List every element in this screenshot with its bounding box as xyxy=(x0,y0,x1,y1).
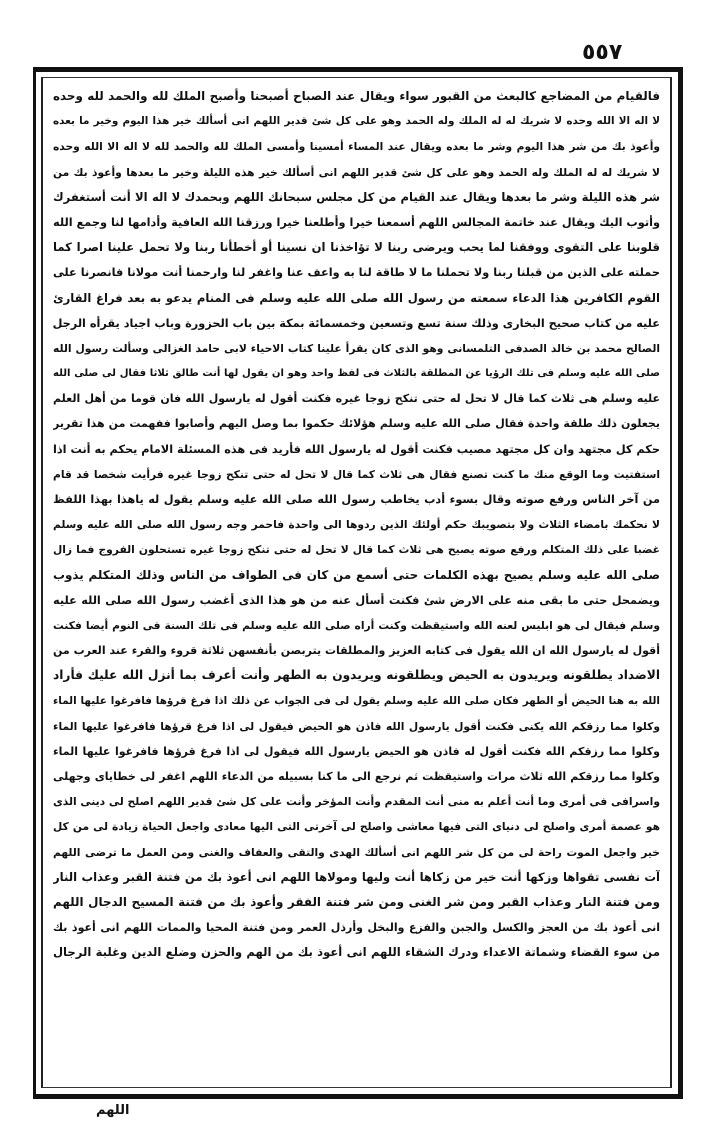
text-line: أقول له يارسول الله ان الله يقول فى كتابه العزيز والمطلقات يتربصن بأنفسهن ثلاثة قروء والقرء عند العرب من xyxy=(53,644,660,658)
text-line: صلى الله عليه وسلم فى تلك الرؤيا عن المطلقة بالثلاث فى لفظ واحد وهو ان يقول لها أنت طالق ثلاثا فقال لى صلى الله xyxy=(53,368,660,380)
text-line: يجعلون ذلك طلقة واحدة فقال صلى الله عليه وسلم هؤلائك حكموا بما وصل اليهم وأصابوا ففهمت من هذا تقرير xyxy=(53,417,660,431)
text-line: الله به هنا الحيض أو الطهر فكان صلى الله عليه وسلم يقول لى فى الجواب عن ذلك اذا فرغ قرؤها فافرغوا عليها الماء xyxy=(53,694,660,707)
text-line: حكم كل مجتهد وان كل مجتهد مصيب فكنت أقول له يارسول الله فأريد فى هذه المسئلة الامام يحكم به أنت اذا xyxy=(53,442,660,456)
text-line: من آخر الناس ورفع صوته وقال بسوء أدب يخاطب رسول الله صلى الله عليه وسلم يقول له ياهذا بهذا اللفظ xyxy=(53,493,660,506)
text-line: شر هذه الليلة وشر ما بعدها ويقال عند القيام من كل مجلس سبحانك اللهم وبحمدك لا اله الا أنت أستغفرك xyxy=(53,189,660,204)
text-line: الاضداد يطلقونه ويريدون به الحيض ويطلقونه ويريدون به الطهر وأنت أعرف بما أنزل الله عليك فأراد xyxy=(53,668,660,683)
page-number: ٥٥٧ xyxy=(582,40,623,65)
text-line: انى أعوذ بك من العجز والكسل والجبن والفزع والبخل وأرذل العمر ومن فتنة المحيا والممات اللهم انى أعوذ بك xyxy=(53,921,660,935)
text-line: استفتيت وما الوقع منك ما كنت تصنع فقال هى ثلاث كما قال لا تحل له حتى تنكح زوجا غيره فرأيت شخصا قد قام xyxy=(53,467,660,481)
text-line: حملته على الذين من قبلنا ربنا ولا تحملنا ما لا طاقة لنا به واعف عنا واغفر لنا وارحمنا أنت مولانا فانصرنا على xyxy=(53,266,660,280)
text-line: وأتوب اليك ويقال عند خاتمة المجالس اللهم أسمعنا خيرا وأطلعنا خيرا ورزقنا الله العافية وأدامها لنا وجمع الله xyxy=(53,215,660,229)
text-line: واسرافى فى أمرى وما أنت أعلم به منى أنت المقدم وأنت المؤخر وأنت على كل شئ قدير اللهم اصلح لى دينى الذى xyxy=(53,795,660,809)
text-line: عليه وسلم هى ثلاث كما قال لا تحل له حتى تنكح زوجا غيره فكنت أقول له يارسول الله فان قوما من أهل العلم xyxy=(53,392,660,406)
text-line: ويضمحل حتى ما بقى منه على الارض شئ فكنت أسأل عنه من هو هذا الذى أغضب رسول الله صلى الله عليه xyxy=(53,593,660,607)
text-line: غضبا على ذلك المتكلم ورفع صوته يصيح هى ثلاث كما قال لا تحل له حتى تنكح زوجا غيره تستحلون الفروج فما زال xyxy=(53,543,660,557)
text-line: قلوبنا على التقوى ووفقنا لما يحب ويرضى ربنا لا تؤاخذنا ان نسينا أو أخطأنا ربنا ولا تحمل علينا اصرا كما xyxy=(53,240,660,255)
text-line: هو عصمة أمرى واصلح لى دنياى التى فيها معاشى واصلح لى آخرتى التى اليها معادى واجعل الحياة زيادة لى من كل xyxy=(53,820,660,834)
text-line: القوم الكافرين هذا الدعاء سمعته من رسول الله صلى الله عليه وسلم فى المنام يدعو به بعد فراغ القارئ xyxy=(53,290,660,305)
text-line: لا نحكمك بامضاء الثلاث ولا بتصويبك حكم أولئك الذين ردوها الى واحدة فاحمر وجه رسول الله صلى الله عليه وسلم xyxy=(53,518,660,532)
catchword: اللهم xyxy=(96,1103,130,1118)
text-line: لا شريك له له الملك وله الحمد وهو على كل شئ قدير اللهم انى أسألك خير هذه الليلة وخير ما بعدها وأعوذ بك من xyxy=(53,165,660,179)
text-line: من سوء القضاء وشماتة الاعداء ودرك الشقاء اللهم انى أعوذ بك من الهم والحزن وضلع الدين وغلبة الرجال xyxy=(53,945,660,960)
page-frame-inner xyxy=(41,77,672,1088)
text-line: وسلم فيقال لى هو ابليس لعنه الله واستيقظت وكنت أراه صلى الله عليه وسلم فى تلك السنة فى النوم أيضا فكنت xyxy=(53,618,660,632)
text-line: ومن فتنة النار وعذاب القبر ومن شر الغنى ومن شر فتنة الفقر وأعوذ بك من فتنة المسيح الدجال اللهم xyxy=(53,895,660,909)
text-line: عليه من كتاب صحيح البخارى وذلك سنة تسع وتسعين وخمسمائة بمكة بين باب الحزورة وباب اجياد يقرأه الرجل xyxy=(53,316,660,330)
text-line: وكلوا مما رزقكم الله يكنى فكنت أقول يارسول الله فاذن هو الحيض فيقول لى اذا فرغ قرؤها فافرغوا عليها الماء xyxy=(53,719,660,733)
text-line: آت نفسى تقواها وزكها أنت خير من زكاها أنت وليها ومولاها اللهم انى أعوذ بك من فتنة القبر وعذاب النار xyxy=(53,869,660,884)
text-line: فالقيام من المضاجع كالبعث من القبور سواء ويقال عند الصباح أصبحنا وأصبح الملك لله والحمد لله وحده xyxy=(53,89,660,103)
text-line: وأعوذ بك من شر هذا اليوم وشر ما بعده ويقال عند المساء أمسينا وأمسى الملك لله والحمد لله لا اله الا الله وحده xyxy=(53,140,660,154)
text-line: لا اله الا الله وحده لا شريك له له الملك وله الحمد وهو على كل شئ قدير اللهم انى أسألك خير هذا اليوم وخير ما بعده xyxy=(53,115,660,128)
text-body xyxy=(53,84,660,966)
page-frame xyxy=(33,67,683,1099)
text-line: وكلوا مما رزقكم الله ثلاث مرات واستيقظت ثم نرجع الى ما كنا بسبيله من الدعاء اللهم اغفر لى خطاياى وجهلى xyxy=(53,770,660,784)
text-line: الصالح محمد بن خالد الصدفى التلمسانى وهو الذى كان يقرأ علينا كتاب الاحياء لابى حامد الغزالى وسألت رسول الله xyxy=(53,341,660,355)
text-line: وكلوا مما رزقكم الله فكنت أقول له فاذن هو الحيض يارسول الله فيقول لى اذا فرغ قرؤها فافرغوا عليها الماء xyxy=(53,744,660,758)
text-line: صلى الله عليه وسلم يصيح بهذه الكلمات حتى أسمع من كان فى الطواف من الناس وذلك المتكلم يذوب xyxy=(53,567,660,582)
text-line: خير واجعل الموت راحة لى من كل شر اللهم انى أسألك الهدى والتقى والعفاف والغنى ومن العمل ما ترضى اللهم xyxy=(53,845,660,859)
